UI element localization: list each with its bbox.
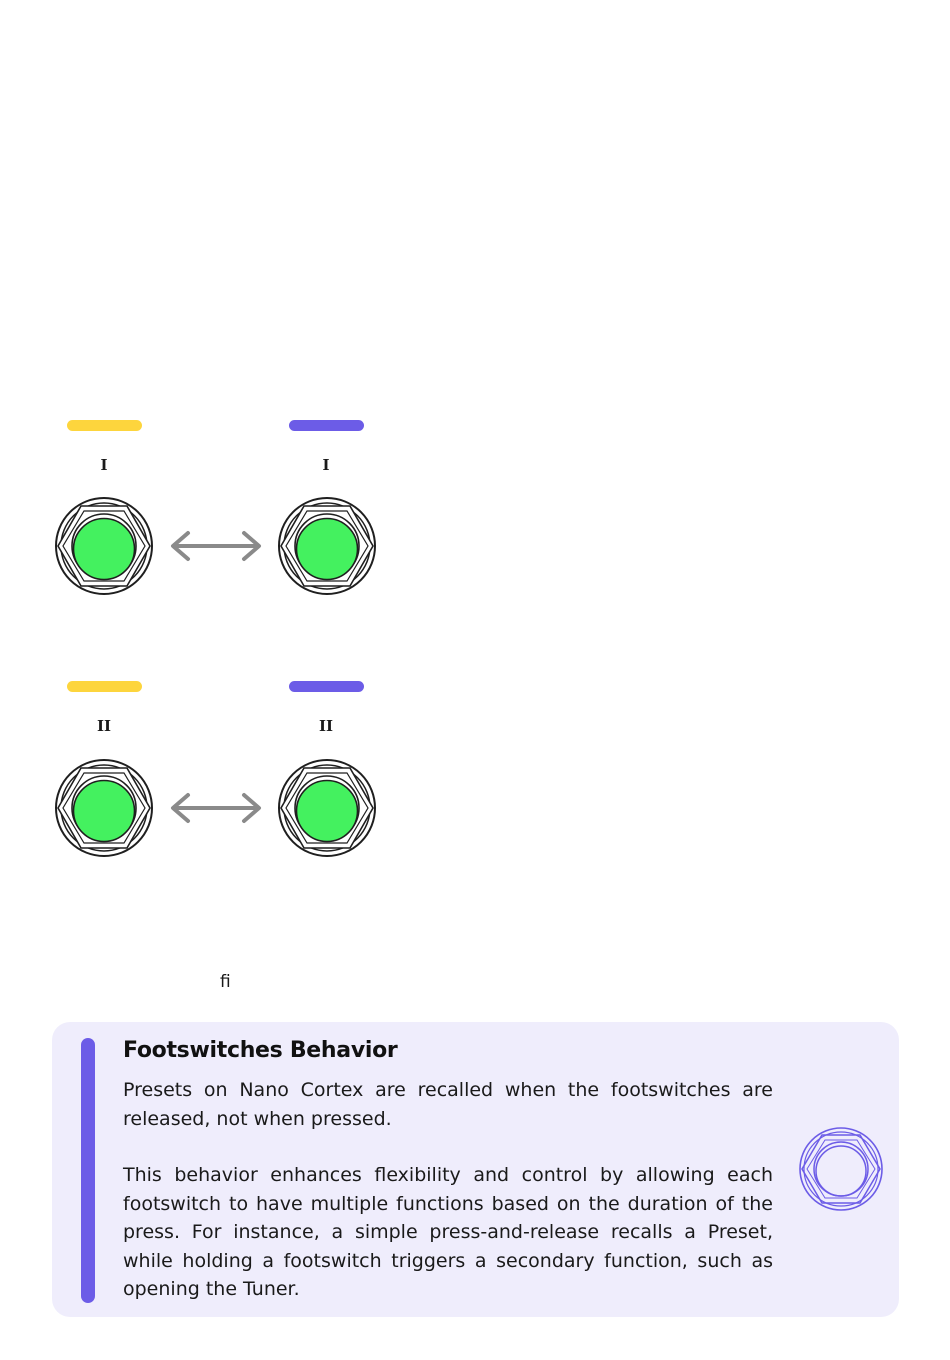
info-callout xyxy=(52,1022,899,1317)
yellow-color-bar xyxy=(67,420,142,431)
purple-color-bar xyxy=(289,420,364,431)
footswitch-label-left: II xyxy=(96,717,112,735)
callout-title: Footswitches Behavior xyxy=(123,1038,398,1063)
double-arrow-icon xyxy=(173,533,259,559)
footswitch-icon xyxy=(56,760,152,856)
footswitch-label-left: I xyxy=(100,456,108,474)
yellow-color-bar xyxy=(67,681,142,692)
footswitch-icon xyxy=(279,498,375,594)
callout-accent-bar xyxy=(81,1038,95,1303)
diagram-row-1 xyxy=(56,420,375,594)
purple-color-bar xyxy=(289,681,364,692)
diagram-row-2 xyxy=(56,681,375,856)
double-arrow-icon xyxy=(173,795,259,821)
footswitch-icon xyxy=(56,498,152,594)
footswitch-label-right: II xyxy=(318,717,334,735)
footswitch-diagram xyxy=(0,0,420,880)
callout-paragraph-2: This behavior enhances flexibility and control by allowing each footswitch to have multiple functions based on the duration of the press. For instance, a simple press-and-release recalls a Preset, while holding a footswitch triggers a secondary function, such as opening the Tuner. xyxy=(123,1164,773,1300)
footswitch-label-right: I xyxy=(322,456,330,474)
footswitch-icon xyxy=(799,1127,883,1211)
stray-ligature-glyph: ﬁ xyxy=(220,972,231,992)
callout-paragraph-1: Presets on Nano Cortex are recalled when the footswitches are released, not when pressed. xyxy=(123,1079,773,1130)
footswitch-icon xyxy=(279,760,375,856)
